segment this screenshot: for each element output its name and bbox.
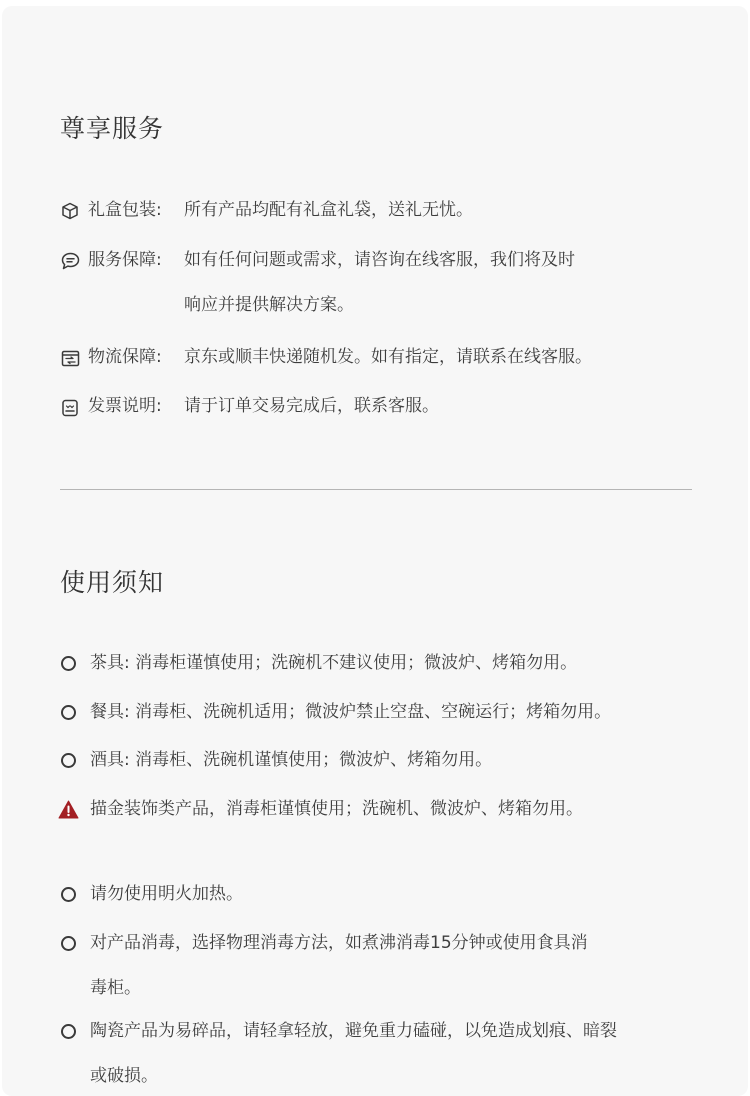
- circle-bullet-icon: [61, 936, 76, 951]
- circle-bullet-icon: [61, 753, 76, 768]
- service-text: 请于订单交易完成后，联系客服。: [184, 396, 439, 416]
- usage-text: 描金装饰类产品，消毒柜谨慎使用；洗碗机、微波炉、烤箱勿用。: [90, 799, 583, 819]
- delivery-icon: [61, 350, 80, 367]
- usage-text: 请勿使用明火加热。: [90, 884, 243, 904]
- warning-icon: [58, 800, 79, 819]
- service-text: 如有任何问题或需求，请咨询在线客服，我们将及时: [184, 250, 575, 270]
- service-text: 京东或顺丰快递随机发。如有指定，请联系在线客服。: [184, 347, 592, 367]
- circle-bullet-icon: [61, 656, 76, 671]
- service-text: 所有产品均配有礼盒礼袋，送礼无忧。: [184, 200, 473, 220]
- service-label: 服务保障:: [88, 250, 162, 270]
- circle-bullet-icon: [61, 1024, 76, 1039]
- usage-title: 使用须知: [60, 568, 165, 597]
- usage-text: 陶瓷产品为易碎品，请轻拿轻放，避免重力磕碰，以免造成划痕、暗裂: [90, 1021, 617, 1041]
- services-title: 尊享服务: [60, 114, 165, 143]
- service-text-continued: 响应并提供解决方案。: [184, 295, 354, 315]
- circle-bullet-icon: [61, 887, 76, 902]
- section-divider: [60, 489, 692, 490]
- usage-text-continued: 毒柜。: [90, 978, 141, 998]
- service-label: 物流保障:: [88, 347, 162, 367]
- chat-bubble-icon: [61, 252, 80, 270]
- usage-text: 对产品消毒，选择物理消毒方法，如煮沸消毒15分钟或使用食具消: [90, 933, 588, 953]
- service-label: 礼盒包装:: [88, 200, 162, 220]
- usage-text: 酒具: 消毒柜、洗碗机谨慎使用；微波炉、烤箱勿用。: [90, 750, 493, 770]
- usage-text: 茶具: 消毒柜谨慎使用；洗碗机不建议使用；微波炉、烤箱勿用。: [90, 653, 578, 673]
- usage-text: 餐具: 消毒柜、洗碗机适用；微波炉禁止空盘、空碗运行；烤箱勿用。: [90, 702, 612, 722]
- invoice-icon: [61, 399, 79, 417]
- service-label: 发票说明:: [88, 396, 162, 416]
- gift-box-icon: [61, 202, 79, 220]
- usage-text-continued: 或破损。: [90, 1066, 158, 1086]
- circle-bullet-icon: [61, 705, 76, 720]
